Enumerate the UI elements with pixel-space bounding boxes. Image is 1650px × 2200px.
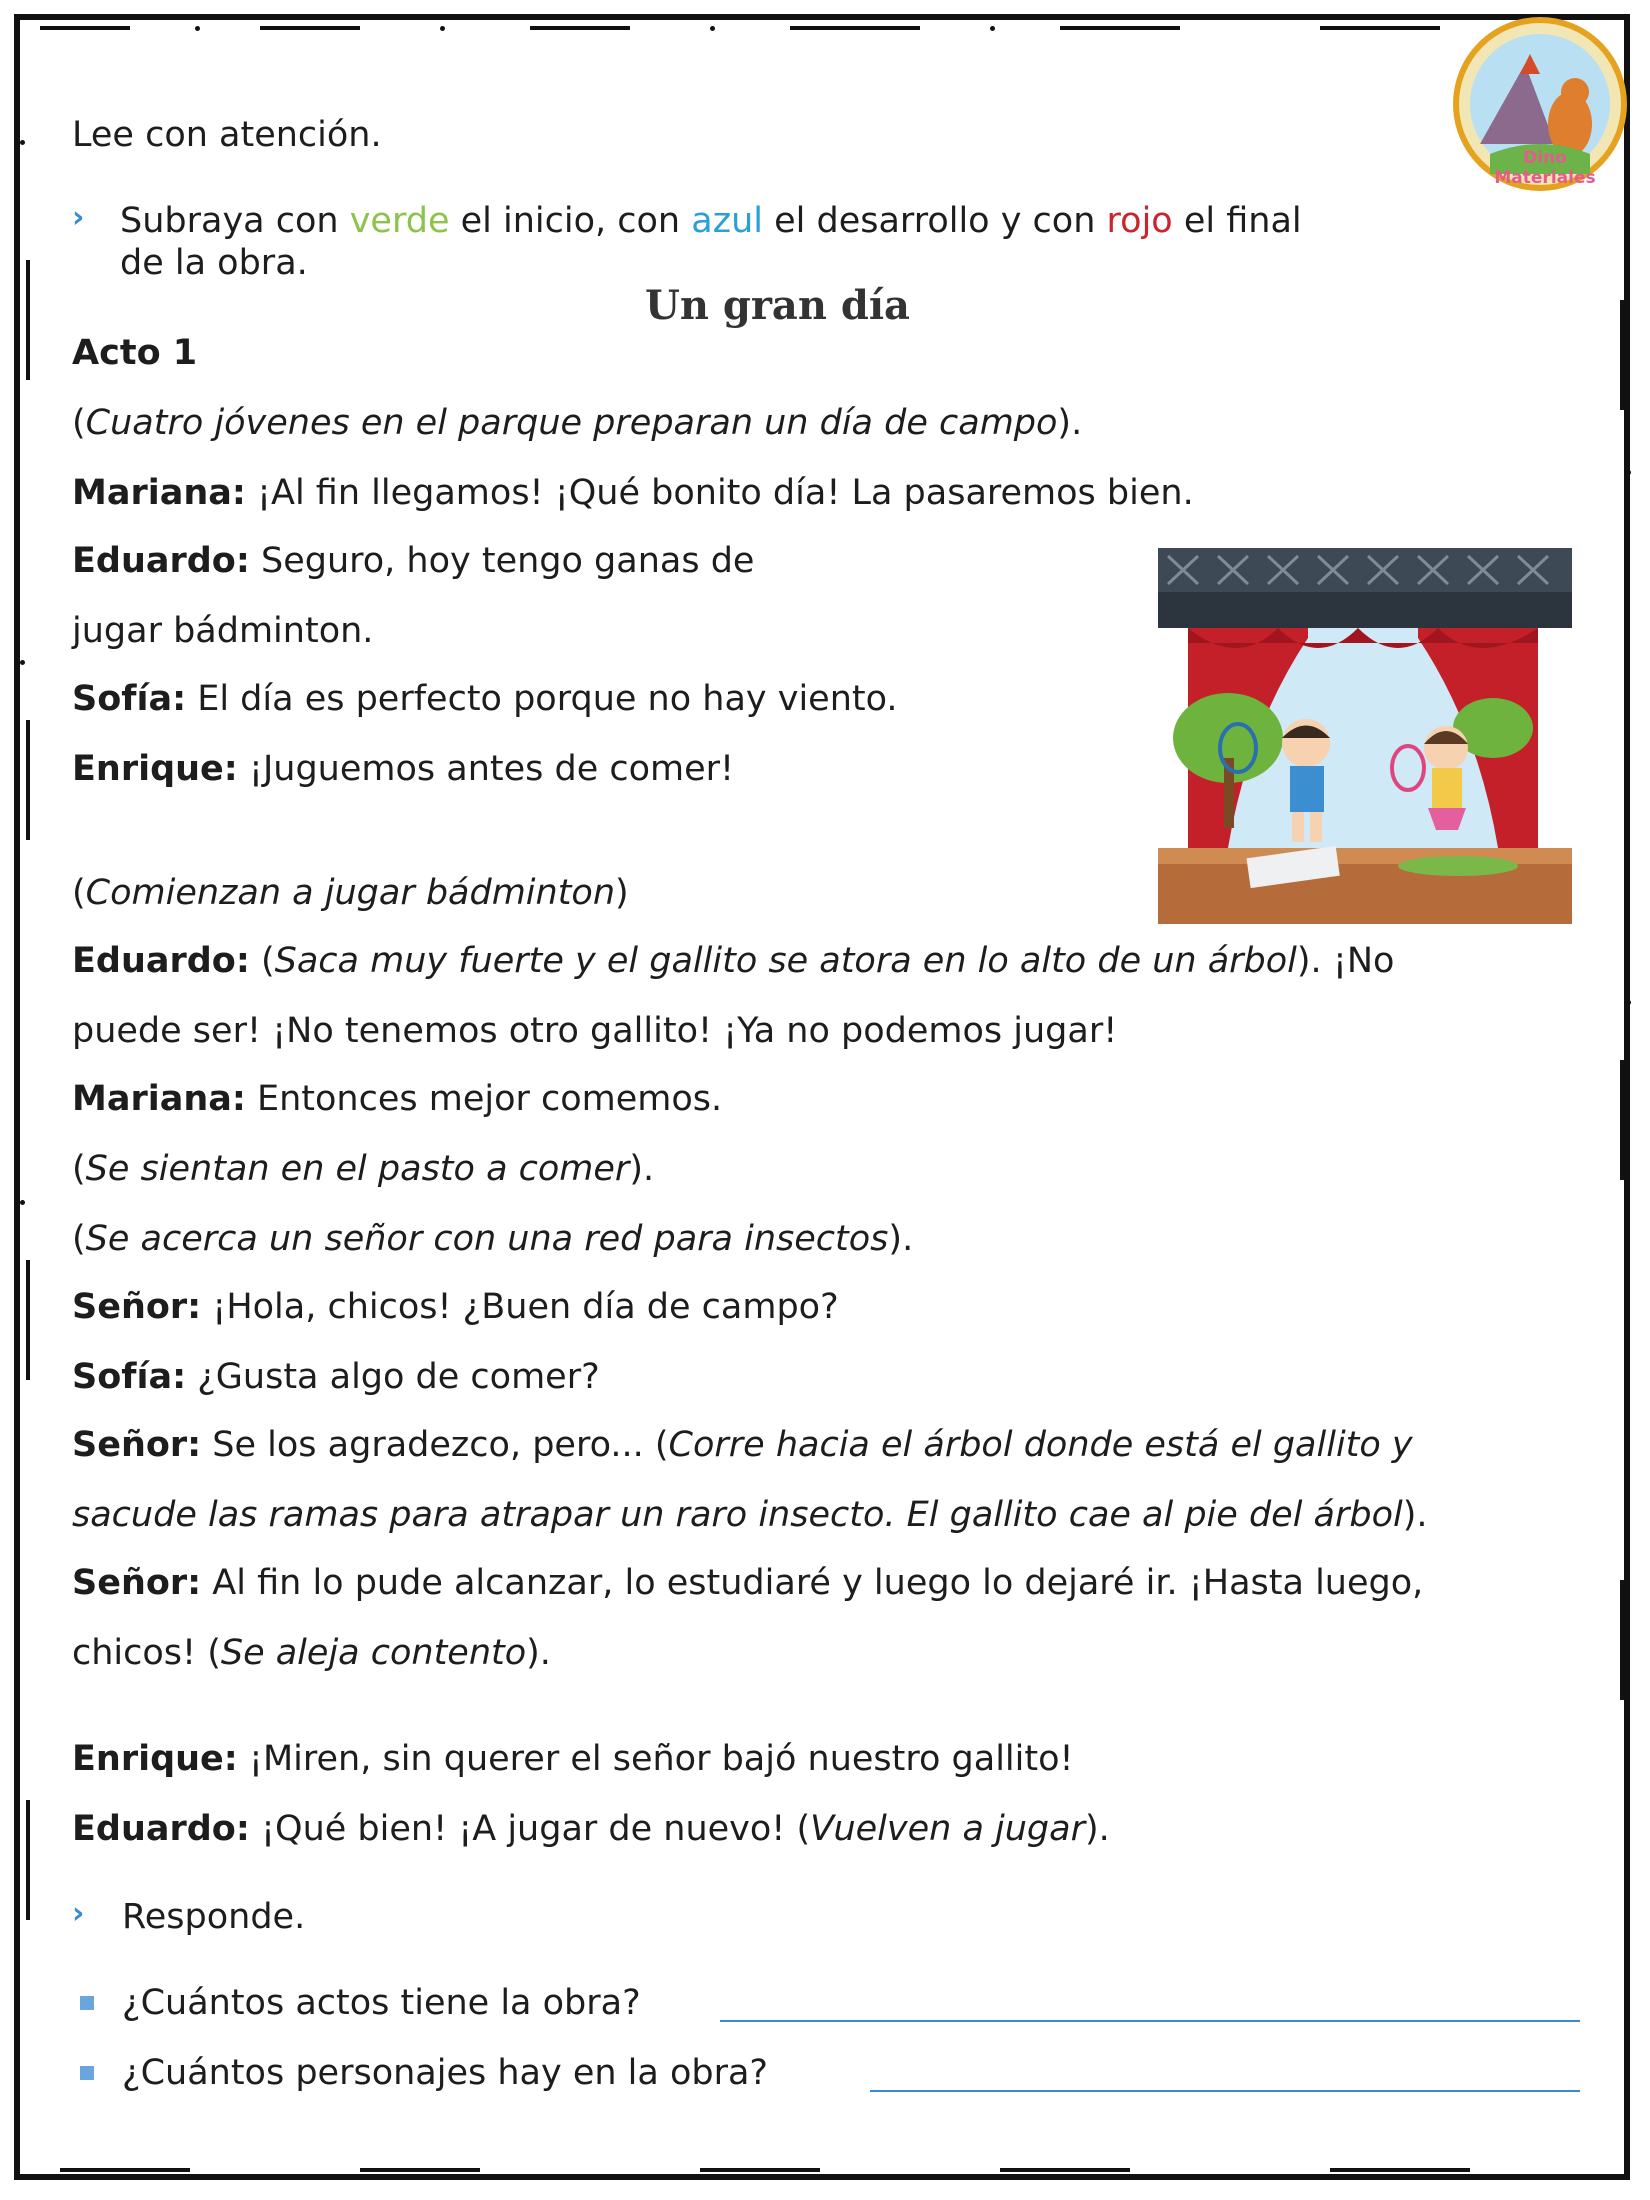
dialogue: El día es perfecto porque no hay viento. — [186, 679, 898, 719]
border-dot — [195, 26, 200, 31]
paren: ( — [249, 941, 275, 981]
dialogue: chicos! ( — [72, 1633, 221, 1673]
line-senor-2-cont — [72, 1494, 1428, 1536]
dino-materiales-logo — [1450, 14, 1630, 194]
questions-heading: Responde. — [122, 1897, 306, 1937]
speaker: Eduardo: — [72, 941, 250, 981]
border-dot — [440, 26, 445, 31]
arrow-bullet-icon: › — [72, 200, 85, 235]
border-dash — [1620, 1060, 1624, 1180]
paren: ) — [615, 873, 629, 913]
stage-direction-1 — [72, 402, 1082, 444]
stage-text: Se aleja contento — [220, 1633, 527, 1673]
paren: ). — [1084, 1809, 1110, 1849]
stage-direction-2 — [72, 872, 629, 914]
stage-direction-4 — [72, 1218, 913, 1260]
question-1: ¿Cuántos actos tiene la obra? — [122, 1983, 641, 2023]
task-mid2: el desarrollo y con — [762, 201, 1107, 241]
task-word-green: verde — [349, 201, 450, 241]
stage-text: Vuelven a jugar — [810, 1809, 1085, 1849]
theater-stage-illustration — [1158, 548, 1572, 924]
play-title: Un gran día — [645, 282, 910, 329]
paren: ). — [1402, 1495, 1428, 1535]
stage-text: Se sientan en el pasto a comer — [85, 1149, 630, 1189]
paren: ). — [1057, 403, 1083, 443]
paren: ( — [72, 1219, 86, 1259]
border-dash — [790, 26, 920, 30]
task-post: el final — [1172, 201, 1302, 241]
task-word-red: rojo — [1106, 201, 1173, 241]
dialogue: ¡Qué bien! ¡A jugar de nuevo! ( — [249, 1809, 811, 1849]
stage-text: Cuatro jóvenes en el parque preparan un día de campo — [85, 403, 1058, 443]
speaker: Enrique: — [72, 1739, 238, 1779]
line-sofia-1 — [72, 678, 898, 720]
border-dash — [260, 26, 360, 30]
paren: ). — [526, 1633, 551, 1673]
stage-direction-3 — [72, 1148, 654, 1190]
line-senor-3-cont — [72, 1632, 551, 1674]
stage-text: Saca muy fuerte y el gallito se atora en lo alto de un árbol — [274, 941, 1297, 981]
answer-line-1[interactable] — [720, 2020, 1580, 2022]
speaker: Enrique: — [72, 749, 238, 789]
line-enrique-1 — [72, 748, 734, 790]
border-dash — [530, 26, 630, 30]
task-mid1: el inicio, con — [449, 201, 692, 241]
line-eduardo-1-cont: jugar bádminton. — [72, 611, 374, 651]
line-mariana-2 — [72, 1078, 722, 1120]
speaker: Señor: — [72, 1287, 202, 1327]
speaker: Eduardo: — [72, 1809, 250, 1849]
paren: ). — [888, 1219, 914, 1259]
square-bullet-icon — [80, 2066, 94, 2080]
border-dash — [360, 2168, 480, 2172]
border-dot — [990, 26, 995, 31]
line-mariana-1 — [72, 472, 1194, 514]
speaker: Sofía: — [72, 679, 187, 719]
border-dot — [20, 660, 25, 665]
paren: ( — [72, 403, 86, 443]
border-dot — [20, 140, 25, 145]
border-dash — [26, 1800, 30, 1920]
line-senor-1 — [72, 1286, 839, 1328]
dialogue: ¡Juguemos antes de comer! — [237, 749, 735, 789]
speaker: Señor: — [72, 1425, 202, 1465]
speaker: Sofía: — [72, 1357, 187, 1397]
border-dash — [26, 1260, 30, 1380]
question-2: ¿Cuántos personajes hay en la obra? — [122, 2053, 769, 2093]
dialogue: ¡No — [1332, 941, 1395, 981]
dialogue: ¡Al fin llegamos! ¡Qué bonito día! La pasaremos bien. — [245, 473, 1194, 513]
border-dot — [1626, 470, 1631, 475]
border-dash — [1330, 2168, 1470, 2172]
task-line-1 — [120, 200, 1302, 242]
speaker: Señor: — [72, 1563, 202, 1603]
line-eduardo-2 — [72, 940, 1394, 982]
paren: ( — [72, 873, 86, 913]
speaker: Mariana: — [72, 473, 246, 513]
arrow-bullet-icon: › — [72, 1896, 85, 1931]
dialogue: ¡Hola, chicos! ¿Buen día de campo? — [201, 1287, 839, 1327]
square-bullet-icon — [80, 1996, 94, 2010]
stage-text: sacude las ramas para atrapar un raro insecto. El gallito cae al pie del árbol — [72, 1495, 1403, 1535]
paren: ( — [72, 1149, 86, 1189]
stage-text: Corre hacia el árbol donde está el gallito y — [668, 1425, 1413, 1465]
border-dash — [26, 720, 30, 840]
line-senor-2 — [72, 1424, 1413, 1466]
task-line-2: de la obra. — [120, 243, 308, 283]
border-dash — [1620, 300, 1624, 410]
paren: ). — [629, 1149, 655, 1189]
dialogue: Se los agradezco, pero... ( — [201, 1425, 669, 1465]
task-word-blue: azul — [691, 201, 763, 241]
speaker: Eduardo: — [72, 541, 250, 581]
task-pre: Subraya con — [120, 201, 350, 241]
dialogue: ¿Gusta algo de comer? — [186, 1357, 600, 1397]
border-dash — [1060, 26, 1180, 30]
logo-text: Dino Materiales — [1494, 148, 1596, 188]
border-dot — [20, 1200, 25, 1205]
dialogue: Seguro, hoy tengo ganas de — [249, 541, 755, 581]
paren: ). — [1296, 941, 1333, 981]
line-senor-3 — [72, 1562, 1423, 1604]
speaker: Mariana: — [72, 1079, 246, 1119]
line-eduardo-2-cont: puede ser! ¡No tenemos otro gallito! ¡Ya no podemos jugar! — [72, 1011, 1118, 1051]
border-dash — [1620, 1580, 1624, 1700]
answer-line-2[interactable] — [870, 2090, 1580, 2092]
border-dash — [1320, 26, 1440, 30]
border-dash — [700, 2168, 820, 2172]
dialogue: Al fin lo pude alcanzar, lo estudiaré y luego lo dejaré ir. ¡Hasta luego, — [201, 1563, 1424, 1603]
instruction-text: Lee con atención. — [72, 115, 382, 155]
border-dot — [710, 26, 715, 31]
line-eduardo-3 — [72, 1808, 1110, 1850]
dialogue: ¡Miren, sin querer el señor bajó nuestro gallito! — [237, 1739, 1074, 1779]
border-dot — [1626, 1000, 1631, 1005]
line-eduardo-1 — [72, 540, 754, 582]
line-sofia-2 — [72, 1356, 600, 1398]
border-dash — [60, 2168, 190, 2172]
border-dash — [26, 260, 30, 380]
stage-text: Se acerca un señor con una red para insectos — [85, 1219, 889, 1259]
line-enrique-2 — [72, 1738, 1074, 1780]
stage-text: Comienzan a jugar bádminton — [85, 873, 616, 913]
dialogue: Entonces mejor comemos. — [245, 1079, 723, 1119]
border-dash — [1000, 2168, 1130, 2172]
act-heading: Acto 1 — [72, 333, 198, 373]
border-dash — [40, 26, 130, 30]
